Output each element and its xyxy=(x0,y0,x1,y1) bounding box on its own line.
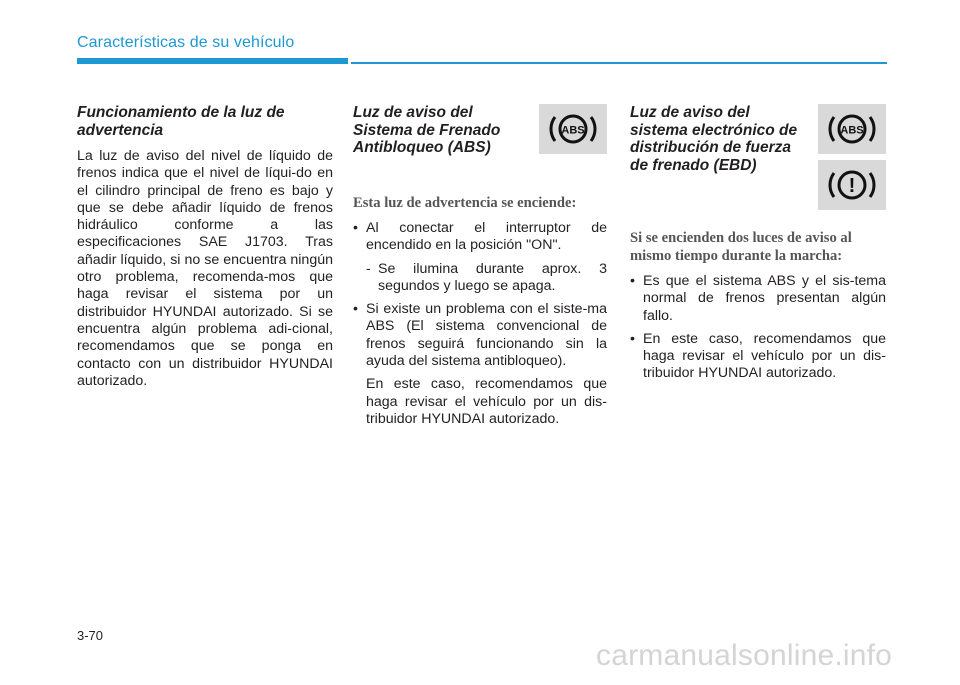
ebd-bullet-list xyxy=(630,273,886,383)
bullet-continuation: En este caso, recomendamos que haga revisar el vehículo por un dis-tribuidor HYUNDAI autorizado. xyxy=(366,376,607,427)
abs-heading-row xyxy=(353,104,607,157)
abs-warning-icon xyxy=(539,104,607,154)
header-rule-thin xyxy=(351,62,887,64)
header-rule-thick xyxy=(77,58,348,64)
watermark: carmanualsonline.info xyxy=(596,639,893,672)
exclaim-icon-text: ! xyxy=(848,175,856,197)
brake-warning-icon xyxy=(818,160,886,210)
bullet-text: En este caso, recomendamos que haga revisar el vehículo por un dis-tribuidor HYUNDAI autorizado. xyxy=(643,330,886,382)
brake-fluid-heading: Funcionamiento de la luz de advertencia xyxy=(77,104,285,139)
bullet-text: Es que el sistema ABS y el sis-tema normal de frenos presentan algún fallo. xyxy=(643,273,886,324)
bullet-marker: • xyxy=(630,330,635,347)
sub-item-text: Se ilumina durante aprox. 3 segundos y luego se apaga. xyxy=(378,260,607,294)
abs-icon-text: ABS xyxy=(840,124,864,137)
page-number: 3-70 xyxy=(77,628,104,643)
list-item xyxy=(353,301,607,428)
column-ebd xyxy=(630,104,886,389)
abs-warning-icon xyxy=(818,104,886,154)
bullet-marker: • xyxy=(353,220,358,236)
abs-subheading: Esta luz de advertencia se enciende: xyxy=(353,194,577,211)
bullet-marker: • xyxy=(353,301,358,318)
ebd-heading: Luz de aviso del sistema electrónico de distribución de fuerza de frenado (EBD) xyxy=(630,104,798,174)
abs-icon-text: ABS xyxy=(561,124,585,137)
section-title: Características de su vehículo xyxy=(77,34,295,51)
list-item xyxy=(353,220,607,295)
abs-bullet-list xyxy=(353,220,607,428)
ebd-subheading: Si se encienden dos luces de aviso al mismo tiempo durante la marcha: xyxy=(630,230,852,264)
list-item xyxy=(630,273,886,325)
bullet-text: Si existe un problema con el siste-ma ABS (El sistema convencional de frenos seguirá funcionando sin la ayuda del sistema antibloqueo). xyxy=(366,301,607,370)
abs-icon-group xyxy=(539,104,607,154)
ebd-icon-group xyxy=(818,104,886,210)
ebd-heading-row xyxy=(630,104,886,210)
column-abs xyxy=(353,104,607,434)
list-item xyxy=(630,331,886,383)
dash-marker: - xyxy=(366,260,371,277)
brake-fluid-body: La luz de aviso del nivel de líquido de frenos indica que el nivel de líqui-do en el cilindro principal de freno es bajo y que se debe añadir líquido de frenos hidráulico conforme a las especificaciones SAE J1703. Tras añadir líquido, si no se encuentra ningún otro problema, recomenda-mos que haga revisar el sistema por un distribuidor HYUNDAI autorizado. Si se encuentra algún problema adi-cional, recomendamos que se ponga en contacto con un distribuidor HYUNDAI autorizado. xyxy=(77,148,333,389)
abs-heading: Luz de aviso del Sistema de Frenado Antibloqueo (ABS) xyxy=(353,104,501,156)
bullet-text: Al conectar el interruptor de encendido en la posición "ON". xyxy=(366,220,607,254)
column-brake-fluid xyxy=(77,104,333,390)
sub-item xyxy=(366,261,607,296)
bullet-marker: • xyxy=(630,273,635,289)
